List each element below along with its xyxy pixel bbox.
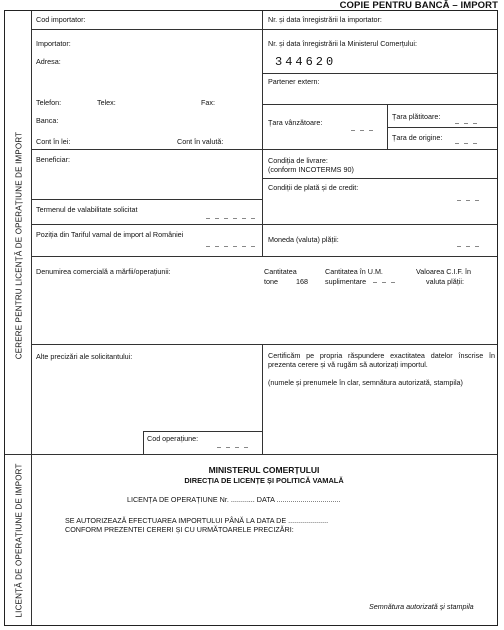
row-line-1 bbox=[31, 29, 497, 30]
pozitia-blank: – – – – – – bbox=[206, 241, 257, 250]
tara-origine-blank: – – – bbox=[455, 138, 479, 147]
numele-semnatura-text: (numele și prenumele în clar, semnătura autorizată, stampila) bbox=[268, 378, 463, 387]
cont-valuta-label: Cont în valută: bbox=[177, 137, 224, 146]
autorizeaza-line-1: SE AUTORIZEAZĂ EFECTUAREA IMPORTULUI PÂNĂ LA DATA DE .................... bbox=[65, 516, 329, 525]
alte-precizari-label: Alte precizări ale solicitantului: bbox=[36, 352, 133, 361]
form-title: COPIE PENTRU BANCĂ – IMPORT bbox=[339, 0, 498, 11]
row-line-beneficiar bbox=[31, 149, 497, 150]
ministerul-heading: MINISTERUL COMERȚULUI bbox=[208, 465, 320, 475]
directia-heading: DIRECȚIA DE LICENȚE ȘI POLITICĂ VAMALĂ bbox=[184, 476, 344, 485]
termen-label: Termenul de valabilitate solicitat bbox=[36, 205, 138, 214]
tara-vanzatoare-label: Țara vânzătoare: bbox=[268, 118, 323, 127]
side-column-divider bbox=[31, 11, 32, 625]
tara-platitoare-blank: – – – bbox=[455, 118, 479, 127]
row-line-pozitia bbox=[31, 224, 497, 225]
autorizeaza-line-2: CONFORM PREZENTEI CERERI ȘI CU URMĂTOARELE PRECIZĂRI: bbox=[65, 525, 294, 534]
registration-number: 344620 bbox=[275, 55, 337, 69]
tara-vanzatoare-blank: – – – bbox=[351, 125, 375, 134]
banca-label: Banca: bbox=[36, 116, 59, 125]
moneda-label: Moneda (valuta) plății: bbox=[268, 235, 339, 244]
side-label-licenta: LICENȚĂ DE OPERAȚIUNE DE IMPORT bbox=[14, 463, 24, 618]
row-line-tara bbox=[262, 104, 497, 105]
cod-operatiune-blank: – – – – bbox=[217, 442, 250, 451]
suplimentare-label: suplimentare bbox=[325, 277, 367, 286]
moneda-blank: – – – bbox=[457, 241, 481, 250]
tone-label: tone bbox=[264, 277, 278, 286]
valoarea-label: Valoarea C.I.F. în bbox=[416, 267, 471, 276]
tara-platitoare-label: Țara plătitoare: bbox=[392, 112, 441, 121]
cantitatea-label: Cantitatea bbox=[264, 267, 297, 276]
row-line-termen bbox=[31, 199, 262, 200]
cod-operatiune-top-line bbox=[143, 431, 262, 432]
cont-lei-label: Cont în lei: bbox=[36, 137, 71, 146]
pozitia-label: Poziția din Tariful vamal de import al României bbox=[36, 230, 184, 239]
side-label-cerere: CERERE PENTRU LICENȚĂ DE OPERAȚIUNE DE IMPORT bbox=[14, 131, 24, 360]
form-frame bbox=[4, 10, 498, 626]
cod-operatiune-label: Cod operațiune: bbox=[147, 434, 199, 443]
adresa-label: Adresa: bbox=[36, 57, 61, 66]
main-column-divider-bottom bbox=[262, 344, 263, 454]
cantitatea-um-label: Cantitatea în U.M. bbox=[325, 267, 383, 276]
row-line-plata bbox=[262, 178, 497, 179]
licenta-nr-line: LICENȚA DE OPERAȚIUNE Nr. ............ DATA ................................ bbox=[127, 495, 341, 504]
tara-origine-label: Țara de origine: bbox=[392, 133, 443, 142]
valuta-platii-label: valuta plății: bbox=[426, 277, 464, 286]
row-line-origine bbox=[387, 127, 497, 128]
fax-label: Fax: bbox=[201, 98, 215, 107]
telex-label: Telex: bbox=[97, 98, 116, 107]
certificam-text: Certificăm pe propria răspundere exactitatea datelor înscrise în prezenta cerere și vă rugăm să autorizați importul. bbox=[268, 351, 495, 369]
conditii-plata-blank: – – – bbox=[457, 195, 481, 204]
semnatura-label: Semnătura autorizată și stampila bbox=[369, 602, 474, 611]
conditia-livrare-label: Condiția de livrare: bbox=[268, 156, 328, 165]
beneficiar-label: Beneficiar: bbox=[36, 155, 70, 164]
row-line-alte bbox=[31, 344, 497, 345]
row-line-denumirea bbox=[31, 256, 497, 257]
nr-minister-label: Nr. și data înregistrării la Ministerul Comerțului: bbox=[268, 39, 417, 48]
cod-operatiune-left-line bbox=[143, 431, 144, 454]
importator-label: Importator: bbox=[36, 39, 71, 48]
denumirea-label: Denumirea comercială a mărfii/operațiunii: bbox=[36, 267, 171, 276]
tone-value: 168 bbox=[296, 277, 308, 286]
telefon-label: Telefon: bbox=[36, 98, 62, 107]
row-line-partener bbox=[262, 73, 497, 74]
termen-blank: – – – – – – bbox=[206, 213, 257, 222]
main-column-divider-top bbox=[262, 11, 263, 256]
nr-importator-label: Nr. și data înregistrării la importator: bbox=[268, 15, 382, 24]
incoterms-label: (conform INCOTERMS 90) bbox=[268, 165, 354, 174]
suplimentare-blank: – – – bbox=[373, 277, 397, 286]
cod-importator-label: Cod importator: bbox=[36, 15, 86, 24]
partener-label: Partener extern: bbox=[268, 77, 320, 86]
conditii-plata-label: Condiții de plată și de credit: bbox=[268, 183, 359, 192]
row-line-licenta bbox=[5, 454, 497, 455]
